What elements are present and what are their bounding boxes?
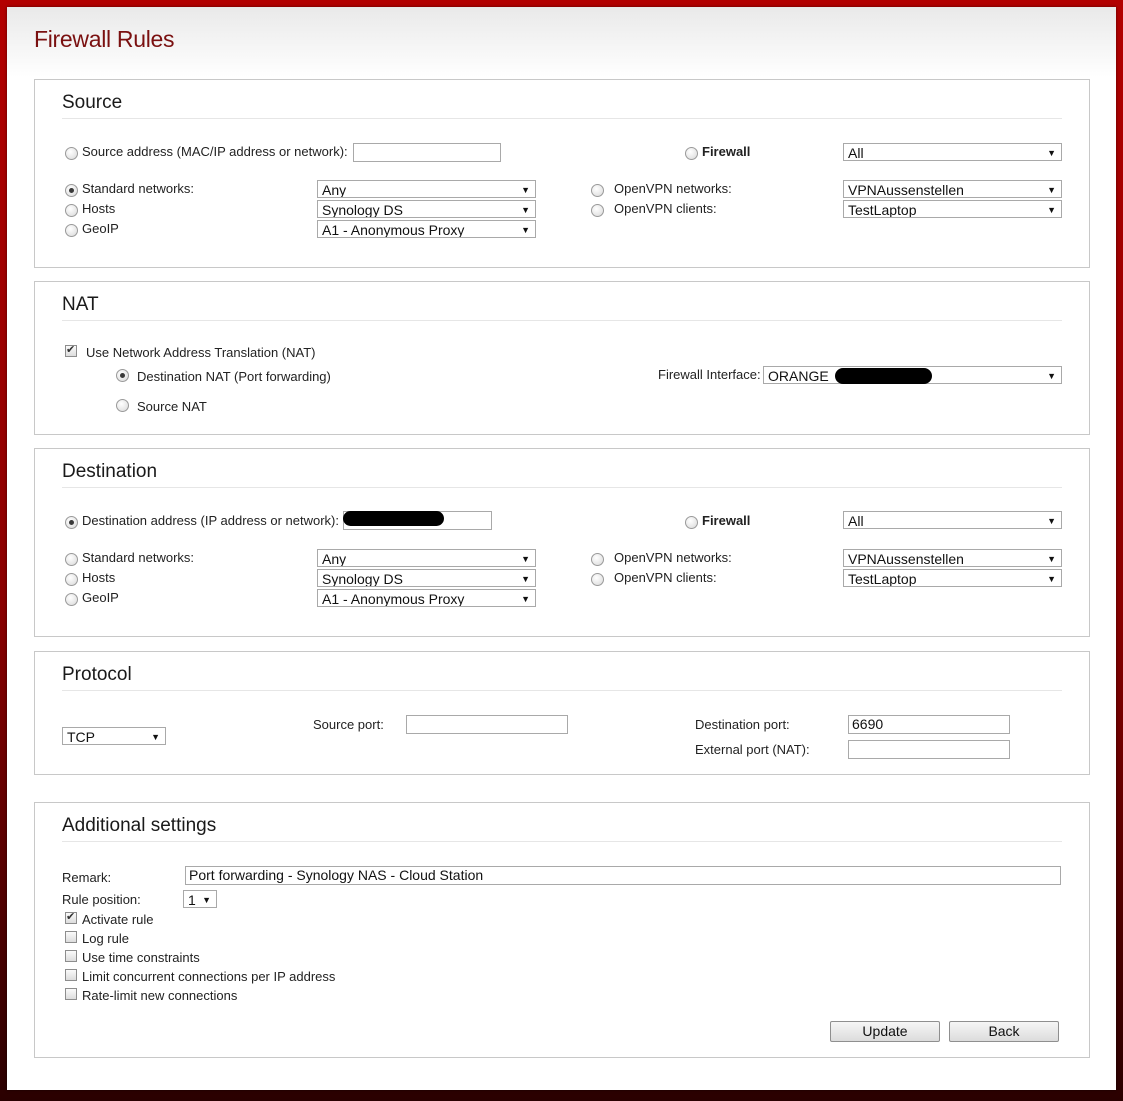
destination-firewall-select[interactable] bbox=[843, 511, 1062, 529]
destination-firewall-value: All bbox=[848, 513, 864, 529]
chevron-down-icon: ▼ bbox=[1047, 554, 1056, 564]
use-nat-label: Use Network Address Translation (NAT) bbox=[86, 345, 316, 360]
source-firewall-label: Firewall bbox=[702, 144, 751, 159]
source-port-label: Source port: bbox=[313, 717, 384, 732]
destination-hosts-value: Synology DS bbox=[322, 571, 403, 587]
destination-hosts-label: Hosts bbox=[82, 570, 116, 585]
chevron-down-icon: ▼ bbox=[521, 554, 530, 564]
source-standard-networks-radio[interactable] bbox=[65, 184, 78, 197]
destination-section bbox=[34, 448, 1090, 637]
source-section bbox=[34, 79, 1090, 268]
source-openvpn-networks-label: OpenVPN networks: bbox=[614, 181, 732, 196]
protocol-select[interactable] bbox=[62, 727, 166, 745]
destination-port-input[interactable]: 6690 bbox=[848, 715, 1010, 734]
page bbox=[7, 7, 1116, 1090]
destination-openvpn-networks-radio[interactable] bbox=[591, 553, 604, 566]
chevron-down-icon: ▼ bbox=[521, 594, 530, 604]
chevron-down-icon: ▼ bbox=[151, 732, 160, 742]
update-button[interactable]: Update bbox=[830, 1021, 940, 1042]
source-title: Source bbox=[62, 92, 123, 113]
chevron-down-icon: ▼ bbox=[521, 574, 530, 584]
activate-rule-checkbox[interactable] bbox=[65, 912, 77, 924]
destination-openvpn-clients-label: OpenVPN clients: bbox=[614, 570, 717, 585]
protocol-title: Protocol bbox=[62, 664, 132, 685]
destination-firewall-radio[interactable] bbox=[685, 516, 698, 529]
firewall-interface-value: ORANGE bbox=[768, 368, 829, 384]
destination-openvpn-networks-select[interactable] bbox=[843, 549, 1062, 567]
back-button[interactable]: Back bbox=[949, 1021, 1059, 1042]
destination-standard-networks-value: Any bbox=[322, 551, 347, 567]
source-address-input[interactable] bbox=[353, 143, 501, 162]
source-firewall-value: All bbox=[848, 145, 864, 161]
destination-openvpn-clients-select[interactable] bbox=[843, 569, 1062, 587]
log-rule-checkbox[interactable] bbox=[65, 931, 77, 943]
source-openvpn-clients-label: OpenVPN clients: bbox=[614, 201, 717, 216]
chevron-down-icon: ▼ bbox=[1047, 148, 1056, 158]
destination-hosts-radio[interactable] bbox=[65, 573, 78, 586]
rule-position-label: Rule position: bbox=[62, 892, 141, 907]
divider bbox=[62, 320, 1062, 321]
source-standard-networks-label: Standard networks: bbox=[82, 181, 195, 196]
protocol-value: TCP bbox=[67, 729, 95, 745]
nat-section bbox=[34, 281, 1090, 435]
source-address-label: Source address (MAC/IP address or network): bbox=[82, 144, 348, 159]
source-nat-radio[interactable] bbox=[116, 399, 129, 412]
destination-geoip-select[interactable] bbox=[317, 589, 536, 607]
destination-openvpn-networks-label: OpenVPN networks: bbox=[614, 550, 732, 565]
source-openvpn-clients-value: TestLaptop bbox=[848, 202, 917, 218]
destination-address-label: Destination address (IP address or network): bbox=[82, 513, 339, 528]
redaction-mark bbox=[835, 368, 932, 384]
destination-geoip-value: A1 - Anonymous Proxy bbox=[322, 591, 465, 607]
destination-geoip-label: GeoIP bbox=[82, 590, 119, 605]
divider bbox=[62, 118, 1062, 119]
source-geoip-label: GeoIP bbox=[82, 221, 119, 236]
time-constraints-checkbox[interactable] bbox=[65, 950, 77, 962]
source-openvpn-networks-select[interactable] bbox=[843, 180, 1062, 198]
divider bbox=[62, 487, 1062, 488]
destination-openvpn-networks-value: VPNAussenstellen bbox=[848, 551, 964, 567]
divider bbox=[62, 690, 1062, 691]
additional-settings-title: Additional settings bbox=[62, 815, 217, 836]
chevron-down-icon: ▼ bbox=[1047, 185, 1056, 195]
use-nat-checkbox[interactable] bbox=[65, 345, 77, 357]
destination-firewall-label: Firewall bbox=[702, 513, 751, 528]
source-nat-label: Source NAT bbox=[137, 399, 207, 414]
rate-limit-checkbox[interactable] bbox=[65, 988, 77, 1000]
external-port-label: External port (NAT): bbox=[695, 742, 810, 757]
destination-address-radio[interactable] bbox=[65, 516, 78, 529]
source-hosts-label: Hosts bbox=[82, 201, 116, 216]
source-geoip-radio[interactable] bbox=[65, 224, 78, 237]
remark-input[interactable]: Port forwarding - Synology NAS - Cloud Station bbox=[185, 866, 1061, 885]
destination-nat-radio[interactable] bbox=[116, 369, 129, 382]
chevron-down-icon: ▼ bbox=[1047, 516, 1056, 526]
firewall-interface-label: Firewall Interface: bbox=[658, 367, 761, 382]
external-port-input[interactable] bbox=[848, 740, 1010, 759]
source-standard-networks-value: Any bbox=[322, 182, 347, 198]
additional-settings-section bbox=[34, 802, 1090, 1058]
chevron-down-icon: ▼ bbox=[1047, 205, 1056, 215]
divider bbox=[62, 841, 1062, 842]
chevron-down-icon: ▼ bbox=[202, 895, 211, 905]
destination-title: Destination bbox=[62, 461, 158, 482]
destination-geoip-radio[interactable] bbox=[65, 593, 78, 606]
chevron-down-icon: ▼ bbox=[1047, 574, 1056, 584]
destination-nat-label: Destination NAT (Port forwarding) bbox=[137, 369, 331, 384]
chevron-down-icon: ▼ bbox=[1047, 371, 1056, 381]
destination-standard-networks-radio[interactable] bbox=[65, 553, 78, 566]
limit-connections-checkbox[interactable] bbox=[65, 969, 77, 981]
destination-hosts-select[interactable] bbox=[317, 569, 536, 587]
chevron-down-icon: ▼ bbox=[521, 185, 530, 195]
destination-standard-networks-label: Standard networks: bbox=[82, 550, 195, 565]
source-geoip-select[interactable] bbox=[317, 220, 536, 238]
chevron-down-icon: ▼ bbox=[521, 225, 530, 235]
nat-title: NAT bbox=[62, 294, 99, 315]
source-openvpn-networks-radio[interactable] bbox=[591, 184, 604, 197]
activate-rule-label: Activate rule bbox=[82, 912, 154, 927]
source-address-radio[interactable] bbox=[65, 147, 78, 160]
destination-standard-networks-select[interactable] bbox=[317, 549, 536, 567]
chevron-down-icon: ▼ bbox=[521, 205, 530, 215]
destination-port-label: Destination port: bbox=[695, 717, 790, 732]
source-firewall-radio[interactable] bbox=[685, 147, 698, 160]
rule-position-value: 1 bbox=[188, 892, 196, 908]
remark-label: Remark: bbox=[62, 870, 112, 885]
source-openvpn-clients-select[interactable] bbox=[843, 200, 1062, 218]
source-firewall-select[interactable] bbox=[843, 143, 1062, 161]
rule-position-select[interactable] bbox=[183, 890, 217, 908]
source-geoip-value: A1 - Anonymous Proxy bbox=[322, 222, 465, 238]
limit-connections-label: Limit concurrent connections per IP address bbox=[82, 969, 336, 984]
protocol-section bbox=[34, 651, 1090, 775]
destination-openvpn-clients-radio[interactable] bbox=[591, 573, 604, 586]
time-constraints-label: Use time constraints bbox=[82, 950, 200, 965]
source-openvpn-networks-value: VPNAussenstellen bbox=[848, 182, 964, 198]
source-hosts-select[interactable] bbox=[317, 200, 536, 218]
source-port-input[interactable] bbox=[406, 715, 568, 734]
source-hosts-radio[interactable] bbox=[65, 204, 78, 217]
log-rule-label: Log rule bbox=[82, 931, 129, 946]
redaction-mark bbox=[343, 511, 444, 526]
destination-openvpn-clients-value: TestLaptop bbox=[848, 571, 917, 587]
source-hosts-value: Synology DS bbox=[322, 202, 403, 218]
rate-limit-label: Rate-limit new connections bbox=[82, 988, 238, 1003]
source-standard-networks-select[interactable] bbox=[317, 180, 536, 198]
source-openvpn-clients-radio[interactable] bbox=[591, 204, 604, 217]
page-title: Firewall Rules bbox=[34, 26, 175, 52]
